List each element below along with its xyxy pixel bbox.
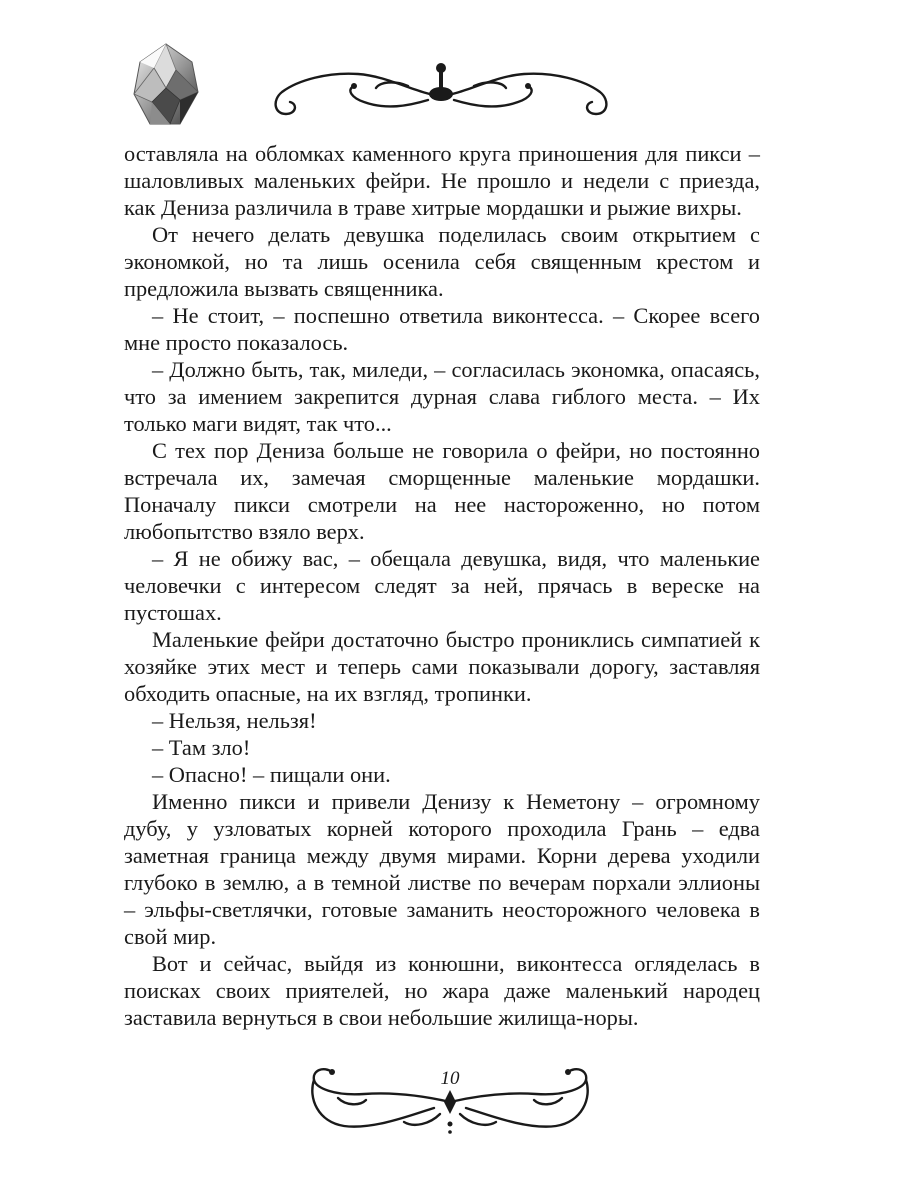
dialogue-line: – Нельзя, нельзя! (152, 708, 317, 733)
dialogue-line: – Опасно! – пищали они. (152, 762, 391, 787)
paragraph: От нечего делать девушка поделилась своим открытием с экономкой, но та лишь осенила себя священным крестом и предложила вызвать священника. (124, 222, 760, 301)
paragraph: Вот и сейчас, выйдя из конюшни, виконтесса огляделась в поисках своих приятелей, но жара даже маленький народец заставила вернуться в свои небольшие жилища-норы. (124, 951, 760, 1030)
paragraph: Именно пикси и привели Денизу к Неметону – огромному дубу, у узловатых корней которого проходила Грань – едва заметная граница между двумя мирами. Корни дерева уходили глубоко в землю, а в темной листве по вечерам порхали эллионы – эльфы-светлячки, готовые заманить неосторожного человека в свой мир. (124, 789, 760, 949)
paragraph: Маленькие фейри достаточно быстро прониклись симпатией к хозяйке этих мест и теперь сами показывали дорогу, заставляя обходить опасные, на их взгляд, тропинки. (124, 627, 760, 706)
dialogue-line: – Там зло! (152, 735, 251, 760)
paragraph: оставляла на обломках каменного круга приношения для пикси – шаловливых маленьких фейри. Не прошло и недели с приезда, как Дениза различила в траве хитрые мордашки и рыжие вихры. (124, 141, 760, 220)
paragraph: С тех пор Дениза больше не говорила о фейри, но постоянно встречала их, замечая сморщенные маленькие мордашки. Поначалу пикси смотрели на нее настороженно, но потом любопытство взяло верх. (124, 438, 760, 544)
body-text (124, 140, 760, 1031)
top-flourish-ornament (268, 58, 614, 124)
page-number: 10 (440, 1068, 460, 1089)
crystal-gem-icon (130, 40, 202, 130)
dialogue-line: – Я не обижу вас, – обещала девушка, видя, что маленькие человечки с интересом следят за ней, прячась в вереске на пустошах. (124, 546, 760, 625)
dialogue-line: – Должно быть, так, миледи, – согласилась экономка, опасаясь, что за имением закрепится дурная слава гиблого места. – Их только маги видят, так что... (124, 357, 760, 436)
dialogue-line: – Не стоит, – поспешно ответила виконтесса. – Скорее всего мне просто показалось. (124, 303, 760, 355)
